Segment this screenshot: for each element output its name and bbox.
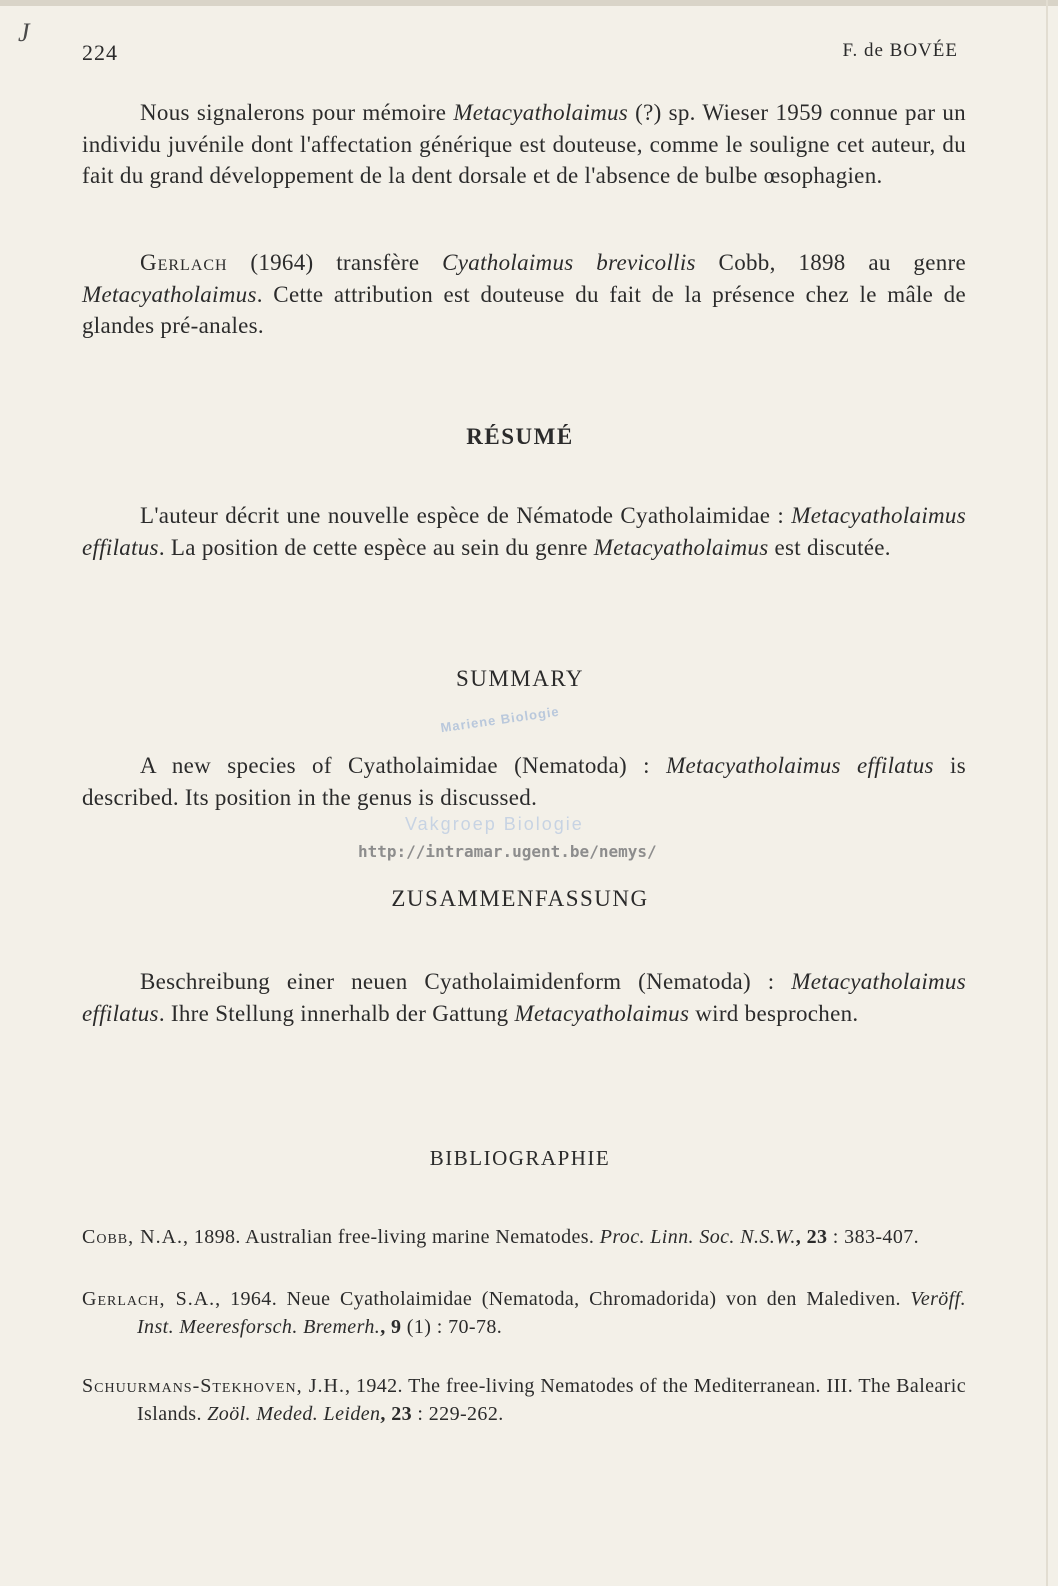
text-run: . Ihre Stellung innerhalb der Gattung	[158, 1000, 515, 1026]
page-top-edge	[0, 0, 1058, 6]
taxon-name: Metacyatholaimus	[82, 281, 257, 307]
reference-volume: , 23	[795, 1226, 828, 1248]
running-head: F. de BOVÉE	[842, 40, 958, 61]
watermark-url: http://intramar.ugent.be/nemys/	[358, 842, 657, 861]
zusammenfassung-heading: ZUSAMMENFASSUNG	[391, 886, 649, 911]
text-run: Nous signalerons pour mémoire	[140, 100, 454, 125]
author-name: Gerlach	[140, 250, 228, 275]
watermark-name: Vakgroep Biologie	[405, 814, 584, 834]
reference-volume: , 23	[380, 1403, 413, 1425]
text-run: (?) sp. Wieser 1959 connue par un individu juvénile dont l'affectation générique est douteuse, comme le souligne cet auteur, du fait du grand développement de la dent dorsale et de l'absence de bulbe œsophagien.	[82, 100, 966, 188]
summary-paragraph	[82, 750, 966, 813]
reference-journal: Veröff. Inst. Meeresforsch. Bremerh.	[137, 1288, 966, 1338]
summary-heading: SUMMARY	[455, 666, 585, 691]
text-run: Cobb, 1898 au genre	[695, 250, 966, 275]
reference-author: Schuurmans-Stekhoven, J.H.	[82, 1375, 345, 1397]
taxon-name: Metacyatholaimus effilatus	[82, 503, 966, 560]
page-number: 224	[82, 40, 118, 65]
reference-text: , 1964. Neue Cyatholaimidae (Nematoda, Chromadorida) von den Malediven.	[215, 1288, 911, 1310]
text-run: wird besprochen.	[689, 1000, 859, 1026]
reference-author: Cobb, N.A.	[82, 1226, 184, 1248]
text-run: (1964) transfère	[227, 250, 443, 275]
reference-pages: : 383-407.	[827, 1226, 920, 1248]
taxon-name: Metacyatholaimus	[514, 1000, 690, 1026]
zusammenfassung-paragraph	[82, 966, 966, 1029]
taxon-name: Metacyatholaimus effilatus	[82, 969, 966, 1026]
reference-item	[82, 1372, 966, 1428]
handwritten-mark: J	[18, 18, 30, 47]
reference-text: , 1942. The free-living Nematodes of the Mediterranean. III. The Balearic Islands.	[137, 1375, 966, 1425]
reference-item	[82, 1285, 966, 1341]
taxon-name: Cyatholaimus brevicollis	[442, 250, 696, 275]
taxon-name: Metacyatholaimus effilatus	[666, 753, 934, 778]
text-run: is described. Its position in the genus is discussed.	[82, 753, 966, 810]
bibliography-heading: BIBLIOGRAPHIE	[429, 1146, 611, 1170]
intro-paragraph-1	[82, 97, 966, 192]
text-run: est discutée.	[768, 534, 891, 560]
taxon-name: Metacyatholaimus	[453, 100, 629, 125]
text-run: Beschreibung einer neuen Cyatholaimidenform (Nematoda) :	[140, 969, 792, 994]
watermark-arc-text: Mariene Biologie	[439, 703, 561, 736]
reference-item	[82, 1223, 966, 1251]
reference-pages: : 229-262.	[412, 1403, 504, 1425]
text-run: . Cette attribution est douteuse du fait de la présence chez le mâle de glandes pré-anales.	[82, 281, 966, 338]
text-run: L'auteur décrit une nouvelle espèce de Nématode Cyatholaimidae :	[140, 503, 792, 528]
text-run: A new species of Cyatholaimidae (Nematoda) :	[140, 753, 667, 778]
taxon-name: Metacyatholaimus	[593, 534, 769, 560]
reference-pages: (1) : 70-78.	[401, 1316, 503, 1338]
reference-journal: Proc. Linn. Soc. N.S.W.	[599, 1226, 796, 1248]
intro-paragraph-2	[82, 247, 966, 342]
reference-volume: , 9	[380, 1316, 402, 1338]
reference-journal: Zoöl. Meded. Leiden	[207, 1403, 381, 1425]
resume-paragraph	[82, 500, 966, 563]
reference-text: , 1898. Australian free-living marine Nematodes.	[183, 1226, 600, 1248]
resume-heading: RÉSUMÉ	[466, 424, 574, 449]
text-run: . La position de cette espèce au sein du genre	[158, 534, 594, 560]
page-right-edge	[1046, 0, 1048, 1586]
reference-author: Gerlach, S.A.	[82, 1288, 216, 1310]
